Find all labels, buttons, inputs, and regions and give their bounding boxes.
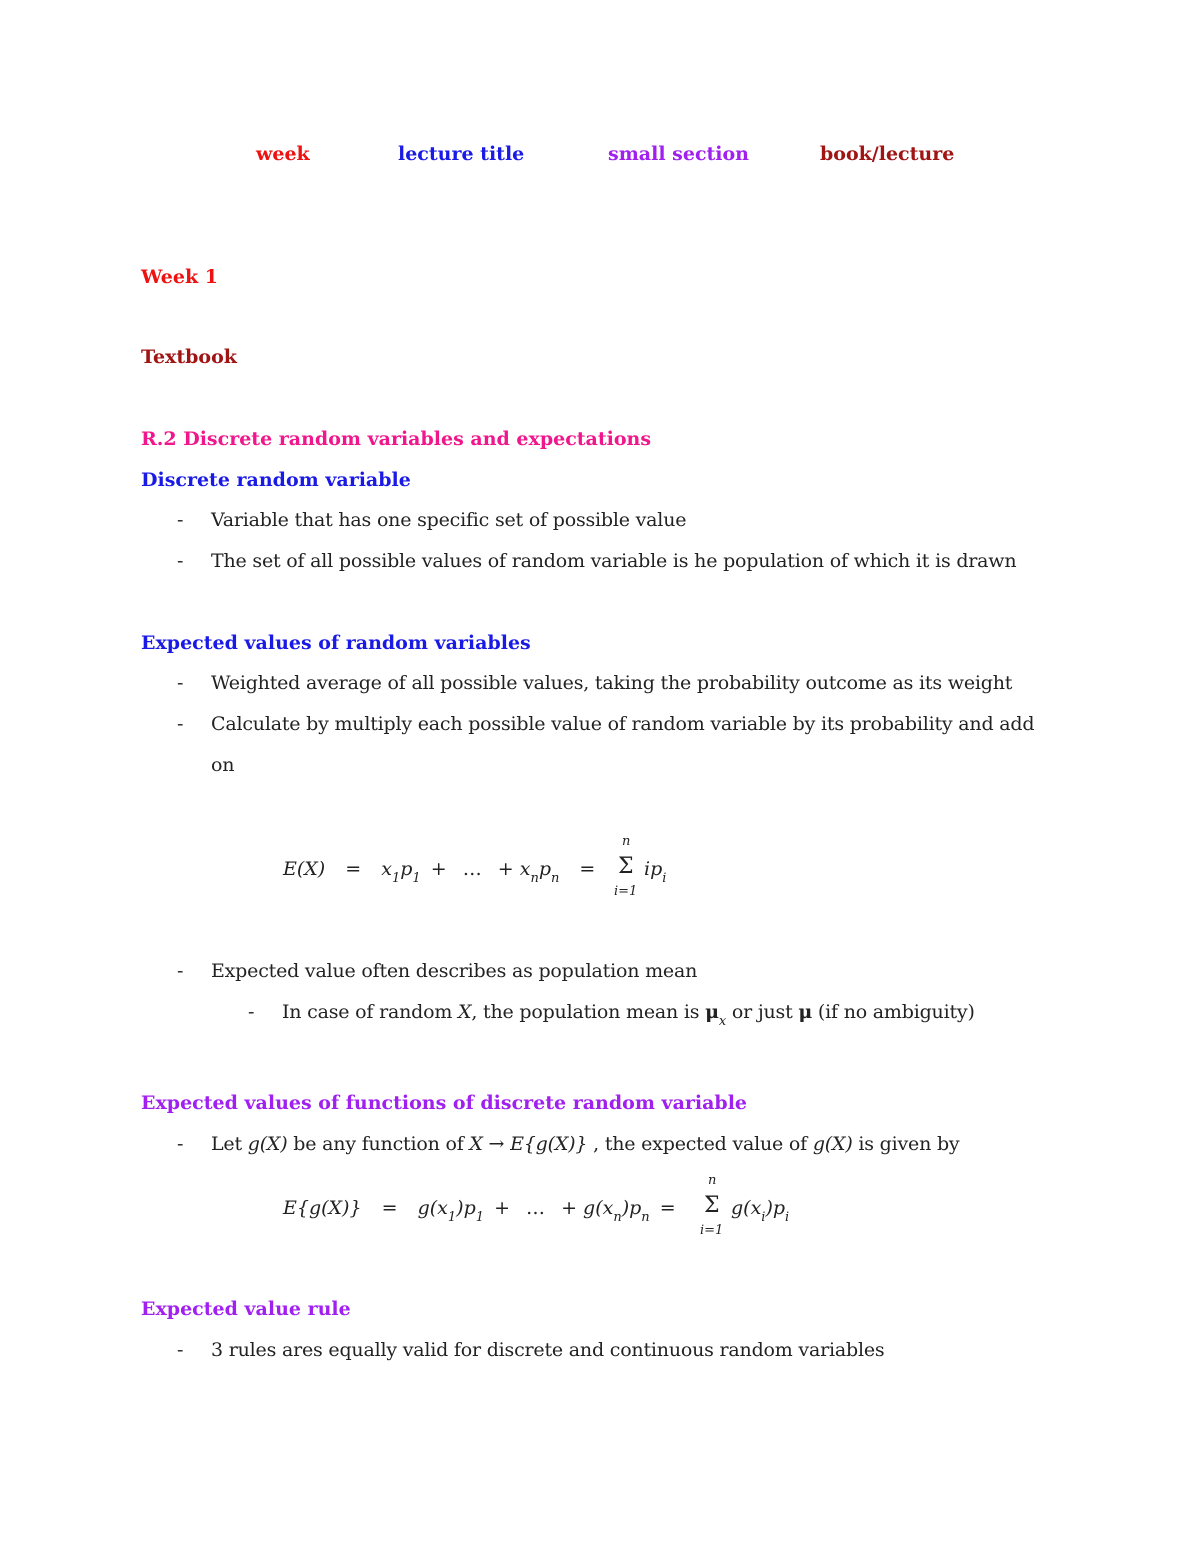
drv-bullet-1: Variable that has one specific set of possible value: [211, 509, 687, 531]
sub-bullet-text: , the population mean is: [471, 1001, 706, 1023]
evf-gx: g(X): [812, 1133, 853, 1155]
eq-plus: +: [497, 858, 514, 880]
ev-bullet-2-cont: on: [211, 754, 235, 776]
sum-lower-limit: i=1: [700, 1223, 724, 1238]
bullet-dash: -: [177, 1133, 184, 1155]
eq-lhs: E(X): [283, 858, 326, 880]
drv-bullet-2: The set of all possible values of random variable is he population of which it is drawn: [211, 550, 1017, 572]
ev-bullet-1: Weighted average of all possible values, taking the probability outcome as its weight: [211, 672, 1013, 694]
mu-subscript: x: [718, 1014, 727, 1029]
eq-equals: =: [345, 858, 362, 880]
sub-bullet-text: or just: [726, 1001, 799, 1023]
ev-sub-bullet: [282, 1001, 975, 1029]
evf-text: , the expected value of: [587, 1133, 813, 1155]
ev-bullet-after: Expected value often describes as population mean: [211, 960, 698, 982]
evf-egx: E{g(X)}: [510, 1133, 588, 1155]
bullet-dash: -: [177, 1339, 184, 1361]
eq-plus: +: [561, 1197, 577, 1219]
legend-week: week: [256, 143, 310, 165]
sum-term: [731, 1197, 790, 1225]
eq-equals: =: [381, 1197, 398, 1219]
bullet-dash: -: [177, 550, 184, 572]
eq-term: p: [400, 858, 413, 880]
eq-sub: 1: [475, 1210, 485, 1225]
eq-term: p: [538, 858, 551, 880]
eq-sub: 1: [412, 871, 421, 886]
mu-symbol: μ: [798, 1001, 813, 1023]
sum-sigma: Σ: [618, 854, 634, 879]
sum-term-text: g(x: [731, 1197, 762, 1219]
eq-equals: =: [579, 858, 596, 880]
evf-x: X: [469, 1133, 483, 1155]
eq-sub: 1: [391, 871, 401, 886]
evf-equation: [283, 1197, 680, 1225]
sum-upper-limit: n: [622, 834, 631, 849]
eq-sub: 1: [447, 1210, 457, 1225]
eq-plus: +: [430, 858, 447, 880]
ev-title: Expected values of random variables: [141, 632, 531, 654]
evf-bullet: [211, 1133, 959, 1155]
eq-sub: n: [641, 1210, 650, 1225]
mu-symbol: μ: [705, 1001, 719, 1023]
eq-lhs: E{g(X)}: [283, 1197, 362, 1219]
evr-bullet-1: 3 rules ares equally valid for discrete and continuous random variables: [211, 1339, 885, 1361]
section-heading: R.2 Discrete random variables and expectations: [141, 428, 652, 450]
ev-equation: [283, 858, 609, 886]
evf-gx: g(X): [247, 1133, 288, 1155]
eq-sub: i: [785, 1210, 790, 1225]
drv-title: Discrete random variable: [141, 469, 411, 491]
evf-text: Let: [211, 1133, 248, 1155]
sum-sigma: Σ: [704, 1193, 720, 1218]
sum-lower-limit: i=1: [614, 884, 638, 899]
ev-bullet-2: Calculate by multiply each possible value of random variable by its probability and add: [211, 713, 1035, 735]
evr-title: Expected value rule: [141, 1298, 351, 1320]
week-heading: Week 1: [141, 266, 218, 288]
bullet-dash: -: [248, 1001, 255, 1023]
eq-term: g(x: [417, 1197, 448, 1219]
bullet-dash: -: [177, 672, 184, 694]
sum-term: [644, 858, 667, 886]
eq-sub: n: [551, 871, 560, 886]
sum-upper-limit: n: [708, 1173, 717, 1188]
sum-term-text: )p: [765, 1197, 786, 1219]
arrow-icon: →: [482, 1133, 511, 1155]
eq-equals: =: [659, 1197, 676, 1219]
bullet-dash: -: [177, 713, 184, 735]
eq-term: x: [519, 858, 531, 880]
evf-text: is given by: [852, 1133, 960, 1155]
eq-term: g(x: [583, 1197, 614, 1219]
legend-small-section: small section: [608, 143, 749, 165]
eq-ellipsis: …: [462, 858, 482, 880]
var-x: X: [458, 1001, 472, 1023]
eq-sub: i: [662, 871, 667, 886]
eq-sub: n: [530, 871, 539, 886]
evf-title: Expected values of functions of discrete random variable: [141, 1092, 748, 1114]
evf-text: be any function of: [287, 1133, 470, 1155]
legend-lecture-title: lecture title: [398, 143, 525, 165]
eq-term: x: [381, 858, 392, 880]
eq-term: )p: [456, 1197, 476, 1219]
sub-bullet-text: In case of random: [282, 1001, 459, 1023]
sum-term-text: ip: [644, 858, 663, 880]
bullet-dash: -: [177, 960, 184, 982]
eq-ellipsis: …: [526, 1197, 546, 1219]
eq-sub: i: [761, 1210, 766, 1225]
eq-term: )p: [621, 1197, 642, 1219]
sub-bullet-text: (if no ambiguity): [812, 1001, 975, 1023]
eq-sub: n: [613, 1210, 622, 1225]
source-heading: Textbook: [141, 346, 237, 368]
bullet-dash: -: [177, 509, 184, 531]
eq-plus: +: [494, 1197, 510, 1219]
legend-book-lecture: book/lecture: [820, 143, 955, 165]
